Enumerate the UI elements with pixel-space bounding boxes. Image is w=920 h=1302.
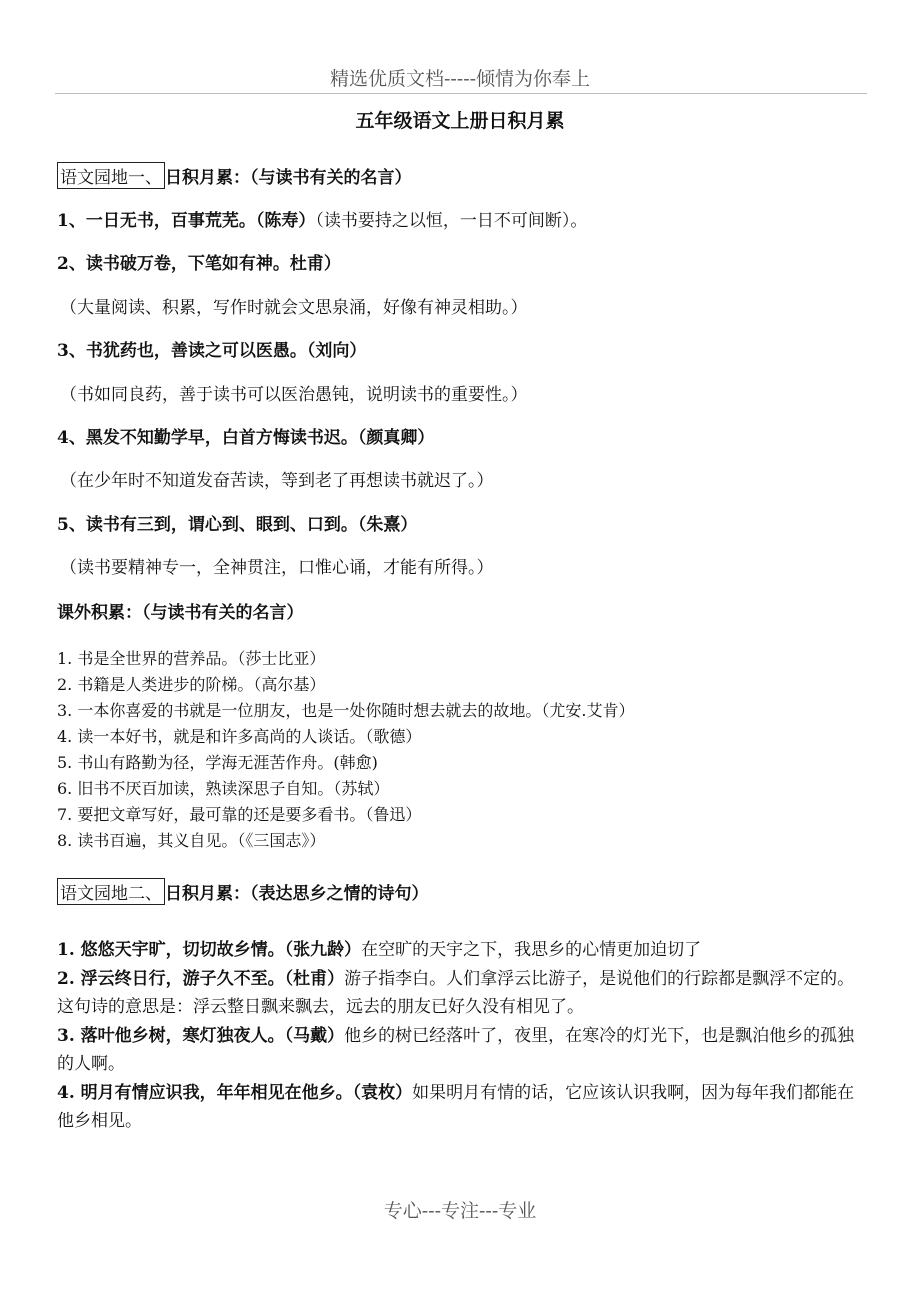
- section1-item-2-note: （大量阅读、积累，写作时就会文思泉涌，好像有神灵相助。）: [60, 298, 528, 318]
- section1-item-5-note: （读书要精神专一，全神贯注，口惟心诵，才能有所得。）: [60, 558, 494, 578]
- document-title: 五年级语文上册日积月累: [355, 110, 565, 132]
- extra-heading: 课外积累：（与读书有关的名言）: [57, 603, 304, 623]
- section2-heading: [57, 878, 429, 905]
- section1-heading-text: 日积月累：（与读书有关的名言）: [165, 168, 412, 188]
- poem-note: 如果明月有情的话，它应该认识我啊，因为每年我们都能在他乡相见。: [57, 1082, 855, 1131]
- poem-item-3: [57, 1022, 867, 1079]
- poem-note: 他乡的树已经落叶了，夜里，在寒冷的灯光下，也是飘泊他乡的孤独的人啊。: [57, 1025, 855, 1074]
- section1-item-5-quote: 5、读书有三到，谓心到、眼到、口到。（朱熹）: [57, 515, 418, 535]
- section1-item-4-note: （在少年时不知道发奋苦读，等到老了再想读书就迟了。）: [60, 471, 494, 491]
- extra-item: 3. 一本你喜爱的书就是一位朋友，也是一处你随时想去就去的故地。（尤安.艾肯）: [57, 701, 635, 720]
- extra-item: 5. 书山有路勤为径，学海无涯苦作舟。(韩愈): [57, 753, 378, 772]
- section1-item-3-note: （书如同良药，善于读书可以医治愚钝，说明读书的重要性。）: [60, 385, 528, 405]
- page-footer: 专心---专注---专业: [383, 1200, 537, 1222]
- extra-item: 6. 旧书不厌百加读，熟读深思子自知。（苏轼）: [57, 779, 390, 798]
- poem-note: 在空旷的天宇之下，我思乡的心情更加迫切了: [361, 940, 702, 960]
- header-divider: [55, 93, 867, 94]
- poem-item-2: [57, 965, 867, 1022]
- extra-item: 1. 书是全世界的营养品。（莎士比亚）: [57, 649, 326, 668]
- section2-box-label: 语文园地二、: [57, 878, 165, 905]
- extra-item: 2. 书籍是人类进步的阶梯。（高尔基）: [57, 675, 326, 694]
- extra-item: 8. 读书百遍，其义自见。（《三国志》）: [57, 831, 326, 850]
- section2-heading-text: 日积月累：（表达思乡之情的诗句）: [165, 884, 429, 904]
- poem-note: 游子指李白。人们拿浮云比游子，是说他们的行踪都是飘浮不定的。这句诗的意思是：浮云整日飘来飘去，远去的朋友已好久没有相见了。: [57, 968, 855, 1017]
- section1-item-2-quote: 2、读书破万卷，下笔如有神。杜甫）: [57, 254, 341, 274]
- poem-quote: 4. 明月有情应识我，年年相见在他乡。（袁枚）: [57, 1082, 413, 1103]
- quote: 1、一日无书，百事荒芜。（陈寿）: [57, 211, 316, 231]
- poem-item-1: [57, 936, 867, 965]
- note: （读书要持之以恒，一日不可间断）。: [315, 211, 588, 231]
- extra-item: 4. 读一本好书，就是和许多高尚的人谈话。（歌德）: [57, 727, 422, 746]
- page-header: 精选优质文档-----倾情为你奉上: [329, 68, 591, 90]
- section1-item-3-quote: 3、书犹药也，善读之可以医愚。（刘向）: [57, 341, 367, 361]
- poem-quote: 1. 悠悠天宇旷，切切故乡情。（张九龄）: [57, 940, 362, 960]
- section1-heading: [57, 162, 412, 189]
- section2-poems: [57, 936, 867, 1136]
- poem-quote: 3. 落叶他乡树，寒灯独夜人。（马戴）: [57, 1025, 345, 1046]
- poem-item-4: [57, 1079, 867, 1136]
- section1-item-1: [57, 206, 587, 231]
- extra-item: 7. 要把文章写好，最可靠的还是要多看书。（鲁迅）: [57, 805, 422, 824]
- poem-quote: 2. 浮云终日行，游子久不至。（杜甫）: [57, 968, 345, 989]
- section1-box-label: 语文园地一、: [57, 162, 165, 189]
- section1-item-4-quote: 4、黑发不知勤学早，白首方悔读书迟。（颜真卿）: [57, 428, 435, 448]
